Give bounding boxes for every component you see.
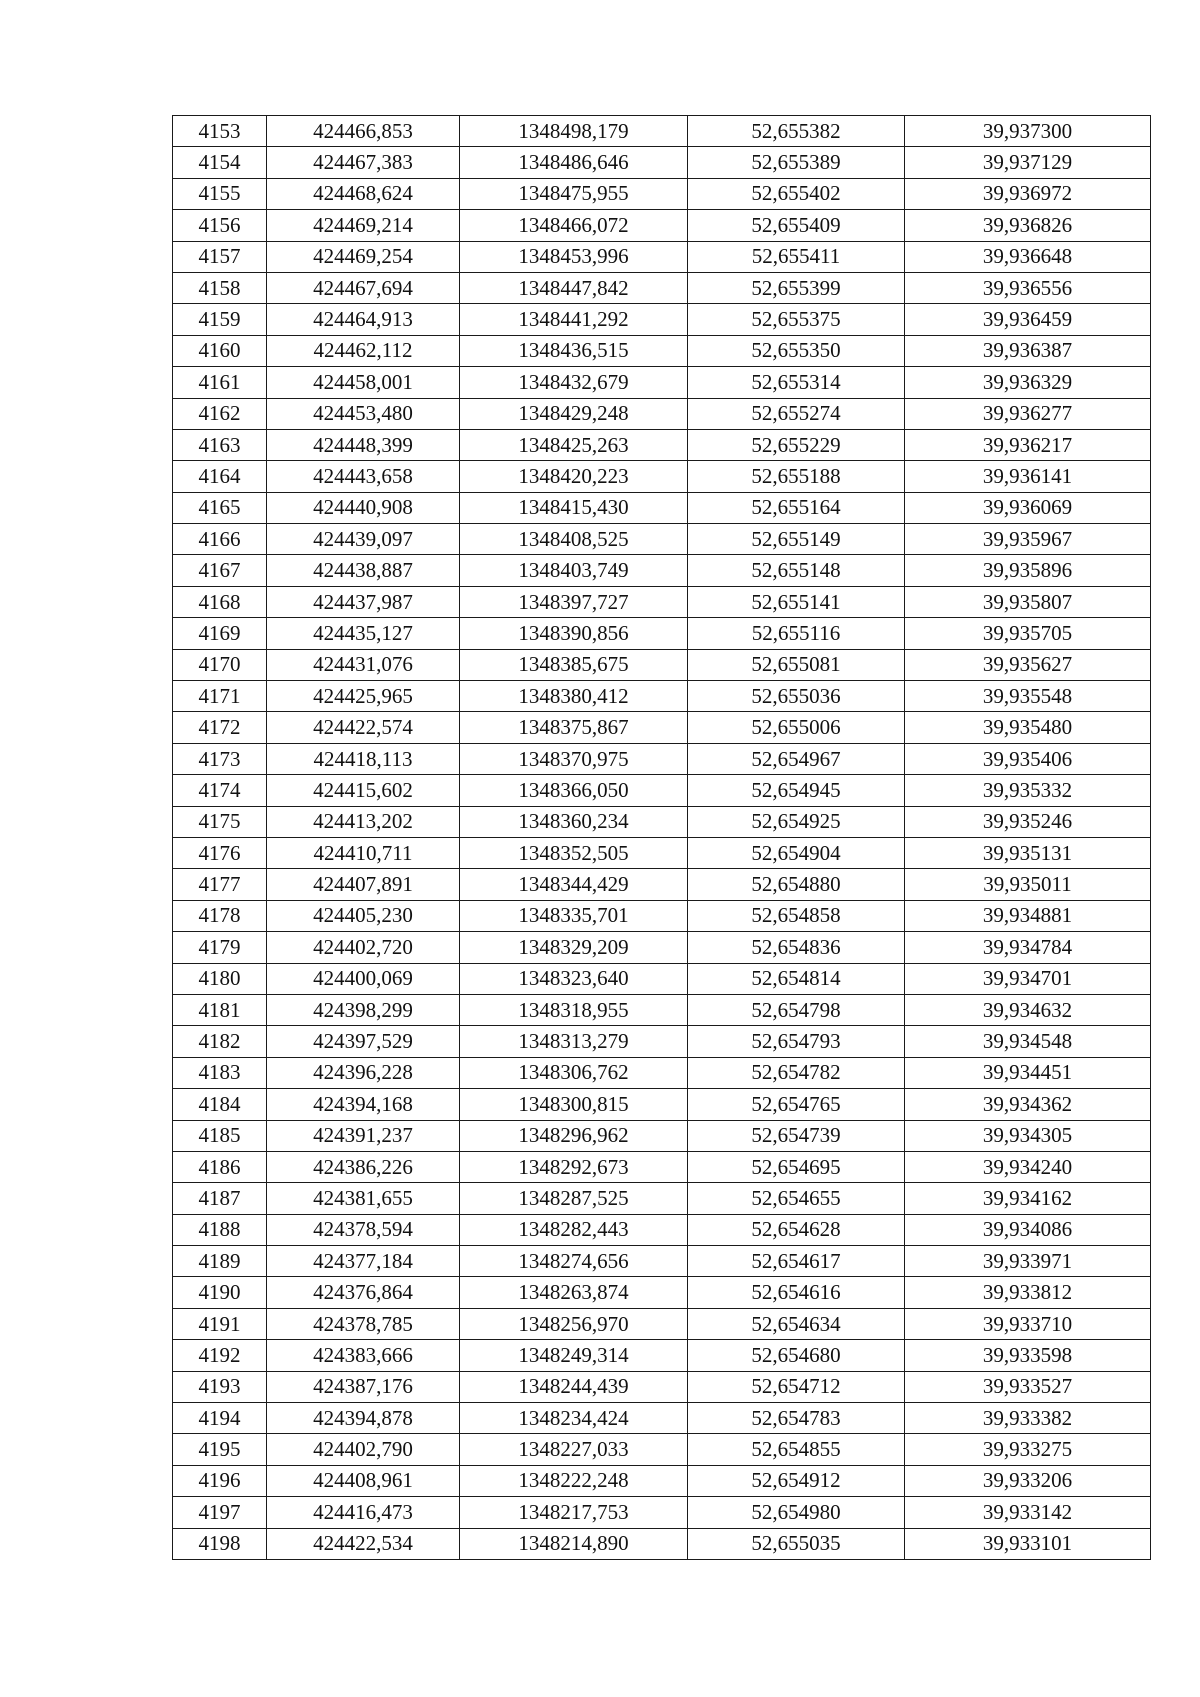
- table-row: [173, 869, 1151, 900]
- point-number-cell: 4191: [173, 1308, 267, 1339]
- longitude-cell: 39,936556: [905, 272, 1151, 303]
- longitude-cell: 39,933142: [905, 1497, 1151, 1528]
- longitude-cell: 39,933382: [905, 1403, 1151, 1434]
- table-row: [173, 1497, 1151, 1528]
- point-number-cell: 4173: [173, 743, 267, 774]
- y-coordinate-cell: 1348292,673: [460, 1151, 688, 1182]
- point-number-cell: 4178: [173, 900, 267, 931]
- table-row: [173, 994, 1151, 1025]
- y-coordinate-cell: 1348360,234: [460, 806, 688, 837]
- longitude-cell: 39,937300: [905, 116, 1151, 147]
- table-row: [173, 461, 1151, 492]
- point-number-cell: 4198: [173, 1528, 267, 1559]
- table-row: [173, 618, 1151, 649]
- x-coordinate-cell: 424467,383: [267, 147, 460, 178]
- point-number-cell: 4165: [173, 492, 267, 523]
- point-number-cell: 4187: [173, 1183, 267, 1214]
- longitude-cell: 39,936141: [905, 461, 1151, 492]
- x-coordinate-cell: 424448,399: [267, 429, 460, 460]
- latitude-cell: 52,655274: [688, 398, 905, 429]
- longitude-cell: 39,934305: [905, 1120, 1151, 1151]
- y-coordinate-cell: 1348385,675: [460, 649, 688, 680]
- point-number-cell: 4180: [173, 963, 267, 994]
- point-number-cell: 4157: [173, 241, 267, 272]
- point-number-cell: 4194: [173, 1403, 267, 1434]
- point-number-cell: 4166: [173, 524, 267, 555]
- y-coordinate-cell: 1348432,679: [460, 367, 688, 398]
- longitude-cell: 39,935246: [905, 806, 1151, 837]
- longitude-cell: 39,933206: [905, 1465, 1151, 1496]
- longitude-cell: 39,936459: [905, 304, 1151, 335]
- x-coordinate-cell: 424397,529: [267, 1026, 460, 1057]
- table-row: [173, 367, 1151, 398]
- longitude-cell: 39,935332: [905, 775, 1151, 806]
- x-coordinate-cell: 424467,694: [267, 272, 460, 303]
- x-coordinate-cell: 424376,864: [267, 1277, 460, 1308]
- y-coordinate-cell: 1348352,505: [460, 837, 688, 868]
- x-coordinate-cell: 424381,655: [267, 1183, 460, 1214]
- latitude-cell: 52,654655: [688, 1183, 905, 1214]
- latitude-cell: 52,654798: [688, 994, 905, 1025]
- table-row: [173, 681, 1151, 712]
- latitude-cell: 52,654628: [688, 1214, 905, 1245]
- table-row: [173, 586, 1151, 617]
- y-coordinate-cell: 1348486,646: [460, 147, 688, 178]
- x-coordinate-cell: 424418,113: [267, 743, 460, 774]
- longitude-cell: 39,935705: [905, 618, 1151, 649]
- x-coordinate-cell: 424378,785: [267, 1308, 460, 1339]
- y-coordinate-cell: 1348282,443: [460, 1214, 688, 1245]
- x-coordinate-cell: 424386,226: [267, 1151, 460, 1182]
- point-number-cell: 4177: [173, 869, 267, 900]
- y-coordinate-cell: 1348403,749: [460, 555, 688, 586]
- longitude-cell: 39,933812: [905, 1277, 1151, 1308]
- x-coordinate-cell: 424422,574: [267, 712, 460, 743]
- y-coordinate-cell: 1348415,430: [460, 492, 688, 523]
- y-coordinate-cell: 1348380,412: [460, 681, 688, 712]
- longitude-cell: 39,935807: [905, 586, 1151, 617]
- latitude-cell: 52,654616: [688, 1277, 905, 1308]
- table-row: [173, 712, 1151, 743]
- table-row: [173, 963, 1151, 994]
- table-row: [173, 932, 1151, 963]
- latitude-cell: 52,655314: [688, 367, 905, 398]
- latitude-cell: 52,654814: [688, 963, 905, 994]
- x-coordinate-cell: 424415,602: [267, 775, 460, 806]
- x-coordinate-cell: 424394,878: [267, 1403, 460, 1434]
- latitude-cell: 52,655148: [688, 555, 905, 586]
- table-row: [173, 1371, 1151, 1402]
- y-coordinate-cell: 1348453,996: [460, 241, 688, 272]
- x-coordinate-cell: 424391,237: [267, 1120, 460, 1151]
- point-number-cell: 4170: [173, 649, 267, 680]
- table-row: [173, 1434, 1151, 1465]
- table-row: [173, 429, 1151, 460]
- longitude-cell: 39,934240: [905, 1151, 1151, 1182]
- latitude-cell: 52,654783: [688, 1403, 905, 1434]
- table-row: [173, 806, 1151, 837]
- latitude-cell: 52,655375: [688, 304, 905, 335]
- y-coordinate-cell: 1348274,656: [460, 1246, 688, 1277]
- y-coordinate-cell: 1348249,314: [460, 1340, 688, 1371]
- y-coordinate-cell: 1348306,762: [460, 1057, 688, 1088]
- longitude-cell: 39,934632: [905, 994, 1151, 1025]
- point-number-cell: 4164: [173, 461, 267, 492]
- latitude-cell: 52,654782: [688, 1057, 905, 1088]
- table-row: [173, 1057, 1151, 1088]
- table-row: [173, 1089, 1151, 1120]
- longitude-cell: 39,934086: [905, 1214, 1151, 1245]
- point-number-cell: 4155: [173, 178, 267, 209]
- latitude-cell: 52,655081: [688, 649, 905, 680]
- latitude-cell: 52,654765: [688, 1089, 905, 1120]
- x-coordinate-cell: 424387,176: [267, 1371, 460, 1402]
- table-row: [173, 492, 1151, 523]
- table-row: [173, 1277, 1151, 1308]
- point-number-cell: 4169: [173, 618, 267, 649]
- y-coordinate-cell: 1348222,248: [460, 1465, 688, 1496]
- x-coordinate-cell: 424378,594: [267, 1214, 460, 1245]
- longitude-cell: 39,935131: [905, 837, 1151, 868]
- y-coordinate-cell: 1348234,424: [460, 1403, 688, 1434]
- latitude-cell: 52,654793: [688, 1026, 905, 1057]
- longitude-cell: 39,934451: [905, 1057, 1151, 1088]
- table-row: [173, 1214, 1151, 1245]
- x-coordinate-cell: 424468,624: [267, 178, 460, 209]
- point-number-cell: 4176: [173, 837, 267, 868]
- latitude-cell: 52,654945: [688, 775, 905, 806]
- x-coordinate-cell: 424422,534: [267, 1528, 460, 1559]
- point-number-cell: 4186: [173, 1151, 267, 1182]
- point-number-cell: 4190: [173, 1277, 267, 1308]
- coordinates-table: [172, 115, 1151, 1560]
- x-coordinate-cell: 424453,480: [267, 398, 460, 429]
- longitude-cell: 39,934362: [905, 1089, 1151, 1120]
- longitude-cell: 39,934548: [905, 1026, 1151, 1057]
- point-number-cell: 4188: [173, 1214, 267, 1245]
- latitude-cell: 52,654634: [688, 1308, 905, 1339]
- table-row: [173, 1183, 1151, 1214]
- latitude-cell: 52,655149: [688, 524, 905, 555]
- latitude-cell: 52,654880: [688, 869, 905, 900]
- longitude-cell: 39,936329: [905, 367, 1151, 398]
- table-row: [173, 116, 1151, 147]
- y-coordinate-cell: 1348447,842: [460, 272, 688, 303]
- longitude-cell: 39,935548: [905, 681, 1151, 712]
- longitude-cell: 39,936069: [905, 492, 1151, 523]
- x-coordinate-cell: 424416,473: [267, 1497, 460, 1528]
- latitude-cell: 52,654855: [688, 1434, 905, 1465]
- latitude-cell: 52,654967: [688, 743, 905, 774]
- point-number-cell: 4179: [173, 932, 267, 963]
- table-row: [173, 837, 1151, 868]
- longitude-cell: 39,937129: [905, 147, 1151, 178]
- latitude-cell: 52,655036: [688, 681, 905, 712]
- table-row: [173, 555, 1151, 586]
- table-row: [173, 1246, 1151, 1277]
- point-number-cell: 4159: [173, 304, 267, 335]
- y-coordinate-cell: 1348263,874: [460, 1277, 688, 1308]
- latitude-cell: 52,654980: [688, 1497, 905, 1528]
- y-coordinate-cell: 1348256,970: [460, 1308, 688, 1339]
- point-number-cell: 4189: [173, 1246, 267, 1277]
- x-coordinate-cell: 424464,913: [267, 304, 460, 335]
- table-row: [173, 524, 1151, 555]
- y-coordinate-cell: 1348217,753: [460, 1497, 688, 1528]
- y-coordinate-cell: 1348366,050: [460, 775, 688, 806]
- longitude-cell: 39,934701: [905, 963, 1151, 994]
- y-coordinate-cell: 1348329,209: [460, 932, 688, 963]
- y-coordinate-cell: 1348429,248: [460, 398, 688, 429]
- point-number-cell: 4154: [173, 147, 267, 178]
- latitude-cell: 52,655188: [688, 461, 905, 492]
- longitude-cell: 39,933527: [905, 1371, 1151, 1402]
- point-number-cell: 4174: [173, 775, 267, 806]
- y-coordinate-cell: 1348475,955: [460, 178, 688, 209]
- point-number-cell: 4195: [173, 1434, 267, 1465]
- latitude-cell: 52,654680: [688, 1340, 905, 1371]
- table-row: [173, 1151, 1151, 1182]
- longitude-cell: 39,936217: [905, 429, 1151, 460]
- y-coordinate-cell: 1348425,263: [460, 429, 688, 460]
- table-row: [173, 1026, 1151, 1057]
- x-coordinate-cell: 424458,001: [267, 367, 460, 398]
- x-coordinate-cell: 424431,076: [267, 649, 460, 680]
- point-number-cell: 4182: [173, 1026, 267, 1057]
- x-coordinate-cell: 424469,214: [267, 210, 460, 241]
- x-coordinate-cell: 424438,887: [267, 555, 460, 586]
- latitude-cell: 52,655399: [688, 272, 905, 303]
- point-number-cell: 4172: [173, 712, 267, 743]
- x-coordinate-cell: 424466,853: [267, 116, 460, 147]
- latitude-cell: 52,655116: [688, 618, 905, 649]
- latitude-cell: 52,655006: [688, 712, 905, 743]
- x-coordinate-cell: 424377,184: [267, 1246, 460, 1277]
- point-number-cell: 4161: [173, 367, 267, 398]
- longitude-cell: 39,936648: [905, 241, 1151, 272]
- point-number-cell: 4153: [173, 116, 267, 147]
- point-number-cell: 4185: [173, 1120, 267, 1151]
- point-number-cell: 4160: [173, 335, 267, 366]
- latitude-cell: 52,655164: [688, 492, 905, 523]
- table-row: [173, 900, 1151, 931]
- y-coordinate-cell: 1348420,223: [460, 461, 688, 492]
- point-number-cell: 4193: [173, 1371, 267, 1402]
- x-coordinate-cell: 424435,127: [267, 618, 460, 649]
- longitude-cell: 39,933710: [905, 1308, 1151, 1339]
- longitude-cell: 39,934881: [905, 900, 1151, 931]
- point-number-cell: 4168: [173, 586, 267, 617]
- x-coordinate-cell: 424394,168: [267, 1089, 460, 1120]
- longitude-cell: 39,933971: [905, 1246, 1151, 1277]
- longitude-cell: 39,933101: [905, 1528, 1151, 1559]
- latitude-cell: 52,655229: [688, 429, 905, 460]
- y-coordinate-cell: 1348296,962: [460, 1120, 688, 1151]
- x-coordinate-cell: 424425,965: [267, 681, 460, 712]
- table-row: [173, 1308, 1151, 1339]
- y-coordinate-cell: 1348227,033: [460, 1434, 688, 1465]
- longitude-cell: 39,935627: [905, 649, 1151, 680]
- x-coordinate-cell: 424437,987: [267, 586, 460, 617]
- latitude-cell: 52,654695: [688, 1151, 905, 1182]
- latitude-cell: 52,654925: [688, 806, 905, 837]
- y-coordinate-cell: 1348318,955: [460, 994, 688, 1025]
- y-coordinate-cell: 1348397,727: [460, 586, 688, 617]
- longitude-cell: 39,933275: [905, 1434, 1151, 1465]
- table-row: [173, 1403, 1151, 1434]
- table-row: [173, 649, 1151, 680]
- x-coordinate-cell: 424405,230: [267, 900, 460, 931]
- latitude-cell: 52,654904: [688, 837, 905, 868]
- table-row: [173, 1340, 1151, 1371]
- table-row: [173, 1120, 1151, 1151]
- point-number-cell: 4196: [173, 1465, 267, 1496]
- latitude-cell: 52,655402: [688, 178, 905, 209]
- x-coordinate-cell: 424408,961: [267, 1465, 460, 1496]
- x-coordinate-cell: 424400,069: [267, 963, 460, 994]
- x-coordinate-cell: 424407,891: [267, 869, 460, 900]
- longitude-cell: 39,935480: [905, 712, 1151, 743]
- y-coordinate-cell: 1348390,856: [460, 618, 688, 649]
- point-number-cell: 4183: [173, 1057, 267, 1088]
- longitude-cell: 39,936826: [905, 210, 1151, 241]
- x-coordinate-cell: 424402,720: [267, 932, 460, 963]
- y-coordinate-cell: 1348498,179: [460, 116, 688, 147]
- table-row: [173, 304, 1151, 335]
- latitude-cell: 52,655382: [688, 116, 905, 147]
- longitude-cell: 39,935896: [905, 555, 1151, 586]
- y-coordinate-cell: 1348287,525: [460, 1183, 688, 1214]
- table-row: [173, 241, 1151, 272]
- x-coordinate-cell: 424396,228: [267, 1057, 460, 1088]
- y-coordinate-cell: 1348313,279: [460, 1026, 688, 1057]
- x-coordinate-cell: 424413,202: [267, 806, 460, 837]
- x-coordinate-cell: 424443,658: [267, 461, 460, 492]
- x-coordinate-cell: 424410,711: [267, 837, 460, 868]
- y-coordinate-cell: 1348214,890: [460, 1528, 688, 1559]
- longitude-cell: 39,936972: [905, 178, 1151, 209]
- y-coordinate-cell: 1348436,515: [460, 335, 688, 366]
- table-row: [173, 147, 1151, 178]
- longitude-cell: 39,934784: [905, 932, 1151, 963]
- y-coordinate-cell: 1348408,525: [460, 524, 688, 555]
- table-row: [173, 210, 1151, 241]
- y-coordinate-cell: 1348344,429: [460, 869, 688, 900]
- x-coordinate-cell: 424383,666: [267, 1340, 460, 1371]
- table-row: [173, 272, 1151, 303]
- latitude-cell: 52,654739: [688, 1120, 905, 1151]
- latitude-cell: 52,654912: [688, 1465, 905, 1496]
- coordinates-table-body: [173, 116, 1151, 1560]
- point-number-cell: 4184: [173, 1089, 267, 1120]
- point-number-cell: 4197: [173, 1497, 267, 1528]
- point-number-cell: 4158: [173, 272, 267, 303]
- x-coordinate-cell: 424398,299: [267, 994, 460, 1025]
- table-row: [173, 398, 1151, 429]
- x-coordinate-cell: 424439,097: [267, 524, 460, 555]
- y-coordinate-cell: 1348335,701: [460, 900, 688, 931]
- table-row: [173, 178, 1151, 209]
- y-coordinate-cell: 1348441,292: [460, 304, 688, 335]
- table-row: [173, 1528, 1151, 1559]
- latitude-cell: 52,655141: [688, 586, 905, 617]
- latitude-cell: 52,655411: [688, 241, 905, 272]
- y-coordinate-cell: 1348300,815: [460, 1089, 688, 1120]
- x-coordinate-cell: 424469,254: [267, 241, 460, 272]
- latitude-cell: 52,654836: [688, 932, 905, 963]
- x-coordinate-cell: 424440,908: [267, 492, 460, 523]
- y-coordinate-cell: 1348323,640: [460, 963, 688, 994]
- y-coordinate-cell: 1348370,975: [460, 743, 688, 774]
- longitude-cell: 39,935406: [905, 743, 1151, 774]
- latitude-cell: 52,655409: [688, 210, 905, 241]
- table-row: [173, 743, 1151, 774]
- table-row: [173, 775, 1151, 806]
- x-coordinate-cell: 424402,790: [267, 1434, 460, 1465]
- table-row: [173, 1465, 1151, 1496]
- latitude-cell: 52,654858: [688, 900, 905, 931]
- longitude-cell: 39,936277: [905, 398, 1151, 429]
- point-number-cell: 4181: [173, 994, 267, 1025]
- point-number-cell: 4167: [173, 555, 267, 586]
- y-coordinate-cell: 1348466,072: [460, 210, 688, 241]
- point-number-cell: 4171: [173, 681, 267, 712]
- table-row: [173, 335, 1151, 366]
- y-coordinate-cell: 1348244,439: [460, 1371, 688, 1402]
- longitude-cell: 39,936387: [905, 335, 1151, 366]
- point-number-cell: 4162: [173, 398, 267, 429]
- x-coordinate-cell: 424462,112: [267, 335, 460, 366]
- point-number-cell: 4156: [173, 210, 267, 241]
- latitude-cell: 52,655389: [688, 147, 905, 178]
- latitude-cell: 52,654617: [688, 1246, 905, 1277]
- y-coordinate-cell: 1348375,867: [460, 712, 688, 743]
- point-number-cell: 4175: [173, 806, 267, 837]
- longitude-cell: 39,935967: [905, 524, 1151, 555]
- point-number-cell: 4192: [173, 1340, 267, 1371]
- longitude-cell: 39,933598: [905, 1340, 1151, 1371]
- point-number-cell: 4163: [173, 429, 267, 460]
- latitude-cell: 52,654712: [688, 1371, 905, 1402]
- latitude-cell: 52,655350: [688, 335, 905, 366]
- latitude-cell: 52,655035: [688, 1528, 905, 1559]
- longitude-cell: 39,935011: [905, 869, 1151, 900]
- longitude-cell: 39,934162: [905, 1183, 1151, 1214]
